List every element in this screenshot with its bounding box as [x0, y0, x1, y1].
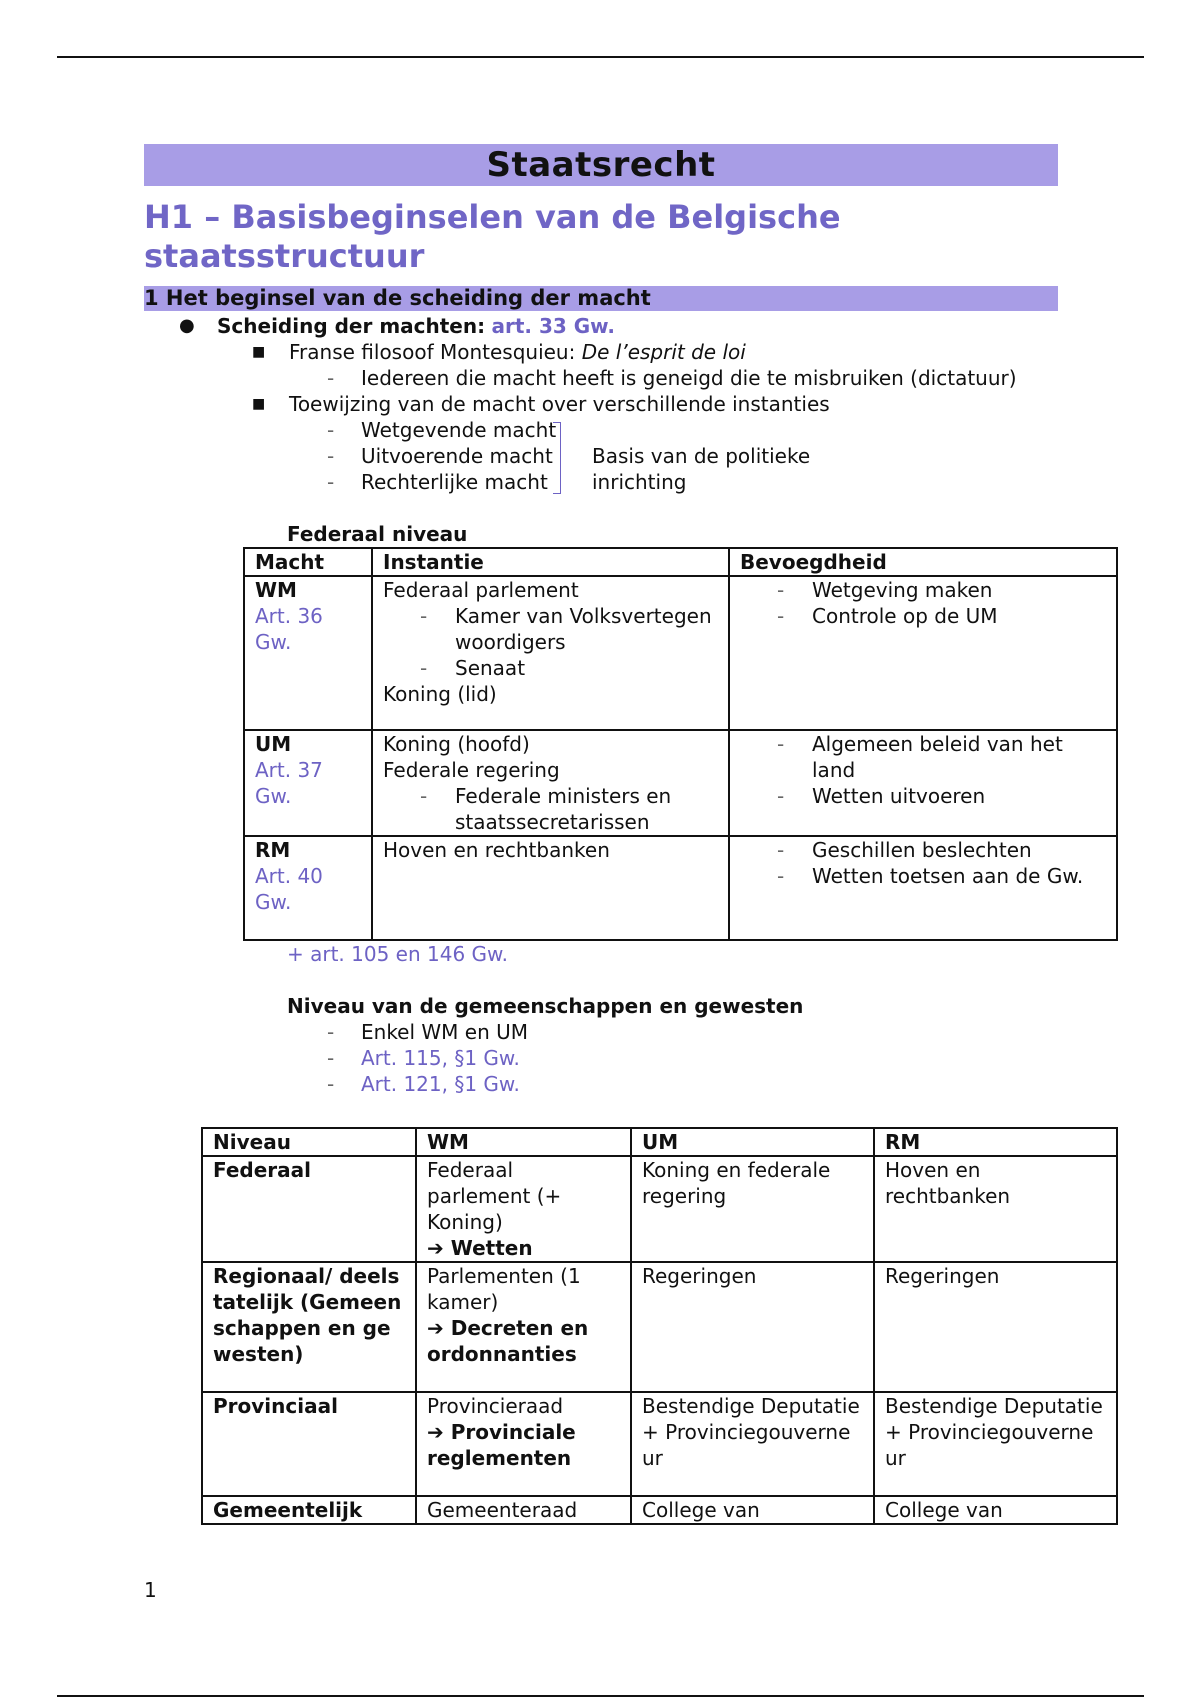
document-title: Staatsrecht	[144, 144, 1058, 186]
dash-item-text: Wetten uitvoeren	[812, 784, 986, 808]
sub-bullet-text: Toewijzing van de macht over verschillende instanties	[289, 392, 830, 416]
dash-icon: -	[327, 418, 335, 442]
wm-result: ➔ Decreten en ordonnanties	[427, 1316, 589, 1366]
article-reference: Art. 115, §1 Gw.	[361, 1046, 520, 1070]
dash-item-text: Geschillen beslechten	[812, 838, 1032, 862]
dash-icon: -	[420, 784, 428, 808]
bracket-icon	[553, 422, 561, 494]
header-cell: RM	[874, 1128, 1117, 1156]
dash-item	[144, 1045, 1058, 1071]
wm-cell	[416, 1392, 631, 1496]
federal-table	[243, 547, 1118, 941]
header-cell: UM	[631, 1128, 874, 1156]
dash-item	[740, 783, 1106, 809]
dash-icon: -	[420, 604, 428, 628]
rm-cell: Regeringen	[874, 1262, 1117, 1392]
wm-text: Provincieraad	[427, 1394, 564, 1418]
table-header-row	[244, 548, 1117, 576]
article-reference: art. 33 Gw.	[491, 314, 615, 338]
dash-item	[740, 603, 1106, 629]
institution-cell	[372, 730, 729, 836]
table-row	[202, 1496, 1117, 1524]
level-cell: Regionaal/ deelstatelijk (Gemeenschappen en gewesten)	[202, 1262, 416, 1392]
header-cell: Instantie	[372, 548, 729, 576]
page-number: 1	[144, 1578, 157, 1602]
table-row	[244, 836, 1117, 940]
dash-item	[383, 783, 718, 835]
dash-icon: -	[327, 444, 335, 468]
dash-icon: -	[777, 604, 785, 628]
institution-cell	[372, 576, 729, 730]
dash-item-text: Controle op de UM	[812, 604, 998, 628]
page-content	[144, 144, 1103, 1525]
article-reference: Art. 36 Gw.	[255, 604, 323, 654]
um-cell: College van	[631, 1496, 874, 1524]
competence-cell	[729, 836, 1117, 940]
bullet-label: Scheiding der machten:	[217, 314, 486, 338]
header-cell: Bevoegdheid	[729, 548, 1117, 576]
dash-item	[740, 837, 1106, 863]
dash-item	[144, 1019, 1058, 1045]
dash-icon: -	[777, 578, 785, 602]
levels-table	[201, 1127, 1118, 1525]
dash-icon: -	[777, 784, 785, 808]
dash-icon: -	[327, 470, 335, 494]
dash-item-text: Uitvoerende macht	[361, 444, 553, 468]
dash-item	[144, 417, 1058, 443]
power-cell	[244, 730, 372, 836]
rm-cell: College van	[874, 1496, 1117, 1524]
institution-cell	[372, 836, 729, 940]
dash-item	[740, 731, 1106, 783]
article-reference: Art. 121, §1 Gw.	[361, 1072, 520, 1096]
article-reference: Art. 40 Gw.	[255, 864, 323, 914]
institution-text: Koning (hoofd)	[383, 732, 530, 756]
wm-cell	[416, 1156, 631, 1262]
header-cell: Macht	[244, 548, 372, 576]
dash-item-text: Federale ministers en staatssecretarissen	[455, 784, 672, 834]
power-label: RM	[255, 838, 291, 862]
header-cell: Niveau	[202, 1128, 416, 1156]
institution-text: Koning (lid)	[383, 682, 497, 706]
sub-bullet-allocation	[144, 391, 1058, 417]
bullet-dot-icon: ●	[179, 315, 195, 336]
sub-bullet-montesquieu	[144, 339, 1058, 365]
square-bullet-icon: ■	[252, 396, 266, 412]
dash-item-text: Wetgeving maken	[812, 578, 993, 602]
bullet-separation-of-powers	[144, 313, 1058, 339]
dash-icon: -	[777, 732, 785, 756]
footer-rule	[57, 1695, 1144, 1697]
dash-icon: -	[420, 656, 428, 680]
federal-note: + art. 105 en 146 Gw.	[287, 942, 508, 966]
rm-cell: Bestendige Deputatie + Provinciegouverneur	[874, 1392, 1117, 1496]
level-cell: Gemeentelijk	[202, 1496, 416, 1524]
dash-icon: -	[327, 1072, 335, 1096]
institution-text: Federaal parlement	[383, 578, 579, 602]
sub-bullet-text: Franse filosoof Montesquieu:	[289, 340, 582, 364]
book-title: De l’esprit de loi	[581, 340, 746, 364]
power-cell	[244, 836, 372, 940]
level-cell: Provinciaal	[202, 1392, 416, 1496]
table-header-row	[202, 1128, 1117, 1156]
section-heading: 1 Het beginsel van de scheiding der macht	[144, 286, 1058, 311]
wm-result: ➔ Wetten	[427, 1236, 533, 1260]
dash-item	[144, 1071, 1058, 1097]
wm-cell	[416, 1262, 631, 1392]
dash-item	[383, 655, 718, 681]
article-reference: Art. 37 Gw.	[255, 758, 323, 808]
federal-level-heading: Federaal niveau	[287, 522, 468, 546]
level-cell: Federaal	[202, 1156, 416, 1262]
dash-item-text: Algemeen beleid van het land	[812, 732, 1063, 782]
table-row	[202, 1156, 1117, 1262]
table-row	[244, 730, 1117, 836]
dash-icon: -	[777, 838, 785, 862]
community-level-heading: Niveau van de gemeenschappen en gewesten	[287, 994, 804, 1018]
competence-cell	[729, 730, 1117, 836]
um-cell: Regeringen	[631, 1262, 874, 1392]
bracket-label: Basis van de politieke inrichting	[592, 444, 811, 494]
dash-icon: -	[327, 366, 335, 390]
power-label: UM	[255, 732, 292, 756]
power-cell	[244, 576, 372, 730]
powers-list	[144, 417, 1058, 495]
header-cell: WM	[416, 1128, 631, 1156]
dash-item	[383, 603, 718, 655]
table-row	[244, 576, 1117, 730]
competence-cell	[729, 576, 1117, 730]
wm-text: Parlementen (1 kamer)	[427, 1264, 581, 1314]
dash-item	[144, 365, 1058, 391]
wm-text: Federaal parlement (+ Koning)	[427, 1158, 562, 1234]
wm-result: ➔ Provinciale reglementen	[427, 1420, 576, 1470]
square-bullet-icon: ■	[252, 344, 266, 360]
dash-item	[740, 863, 1106, 889]
table-row	[202, 1262, 1117, 1392]
dash-item-text: Senaat	[455, 656, 526, 680]
header-rule	[57, 56, 1144, 58]
dash-item-text: Kamer van Volksvertegenwoordigers	[455, 604, 712, 654]
table-row	[202, 1392, 1117, 1496]
dash-item	[740, 577, 1106, 603]
dash-icon: -	[777, 864, 785, 888]
dash-item-text: Iedereen die macht heeft is geneigd die te misbruiken (dictatuur)	[361, 366, 1017, 390]
institution-text: Hoven en rechtbanken	[383, 838, 610, 862]
dash-icon: -	[327, 1020, 335, 1044]
dash-item-text: Wetgevende macht	[361, 418, 557, 442]
dash-icon: -	[327, 1046, 335, 1070]
wm-cell: Gemeenteraad	[416, 1496, 631, 1524]
dash-item-text: Enkel WM en UM	[361, 1020, 529, 1044]
institution-text: Federale regering	[383, 758, 560, 782]
rm-cell: Hoven en rechtbanken	[874, 1156, 1117, 1262]
power-label: WM	[255, 578, 297, 602]
um-cell: Bestendige Deputatie + Provinciegouverneur	[631, 1392, 874, 1496]
chapter-heading: H1 – Basisbeginselen van de Belgische staatsstructuur	[144, 198, 841, 275]
dash-item-text: Rechterlijke macht	[361, 470, 548, 494]
um-cell: Koning en federale regering	[631, 1156, 874, 1262]
dash-item-text: Wetten toetsen aan de Gw.	[812, 864, 1084, 888]
